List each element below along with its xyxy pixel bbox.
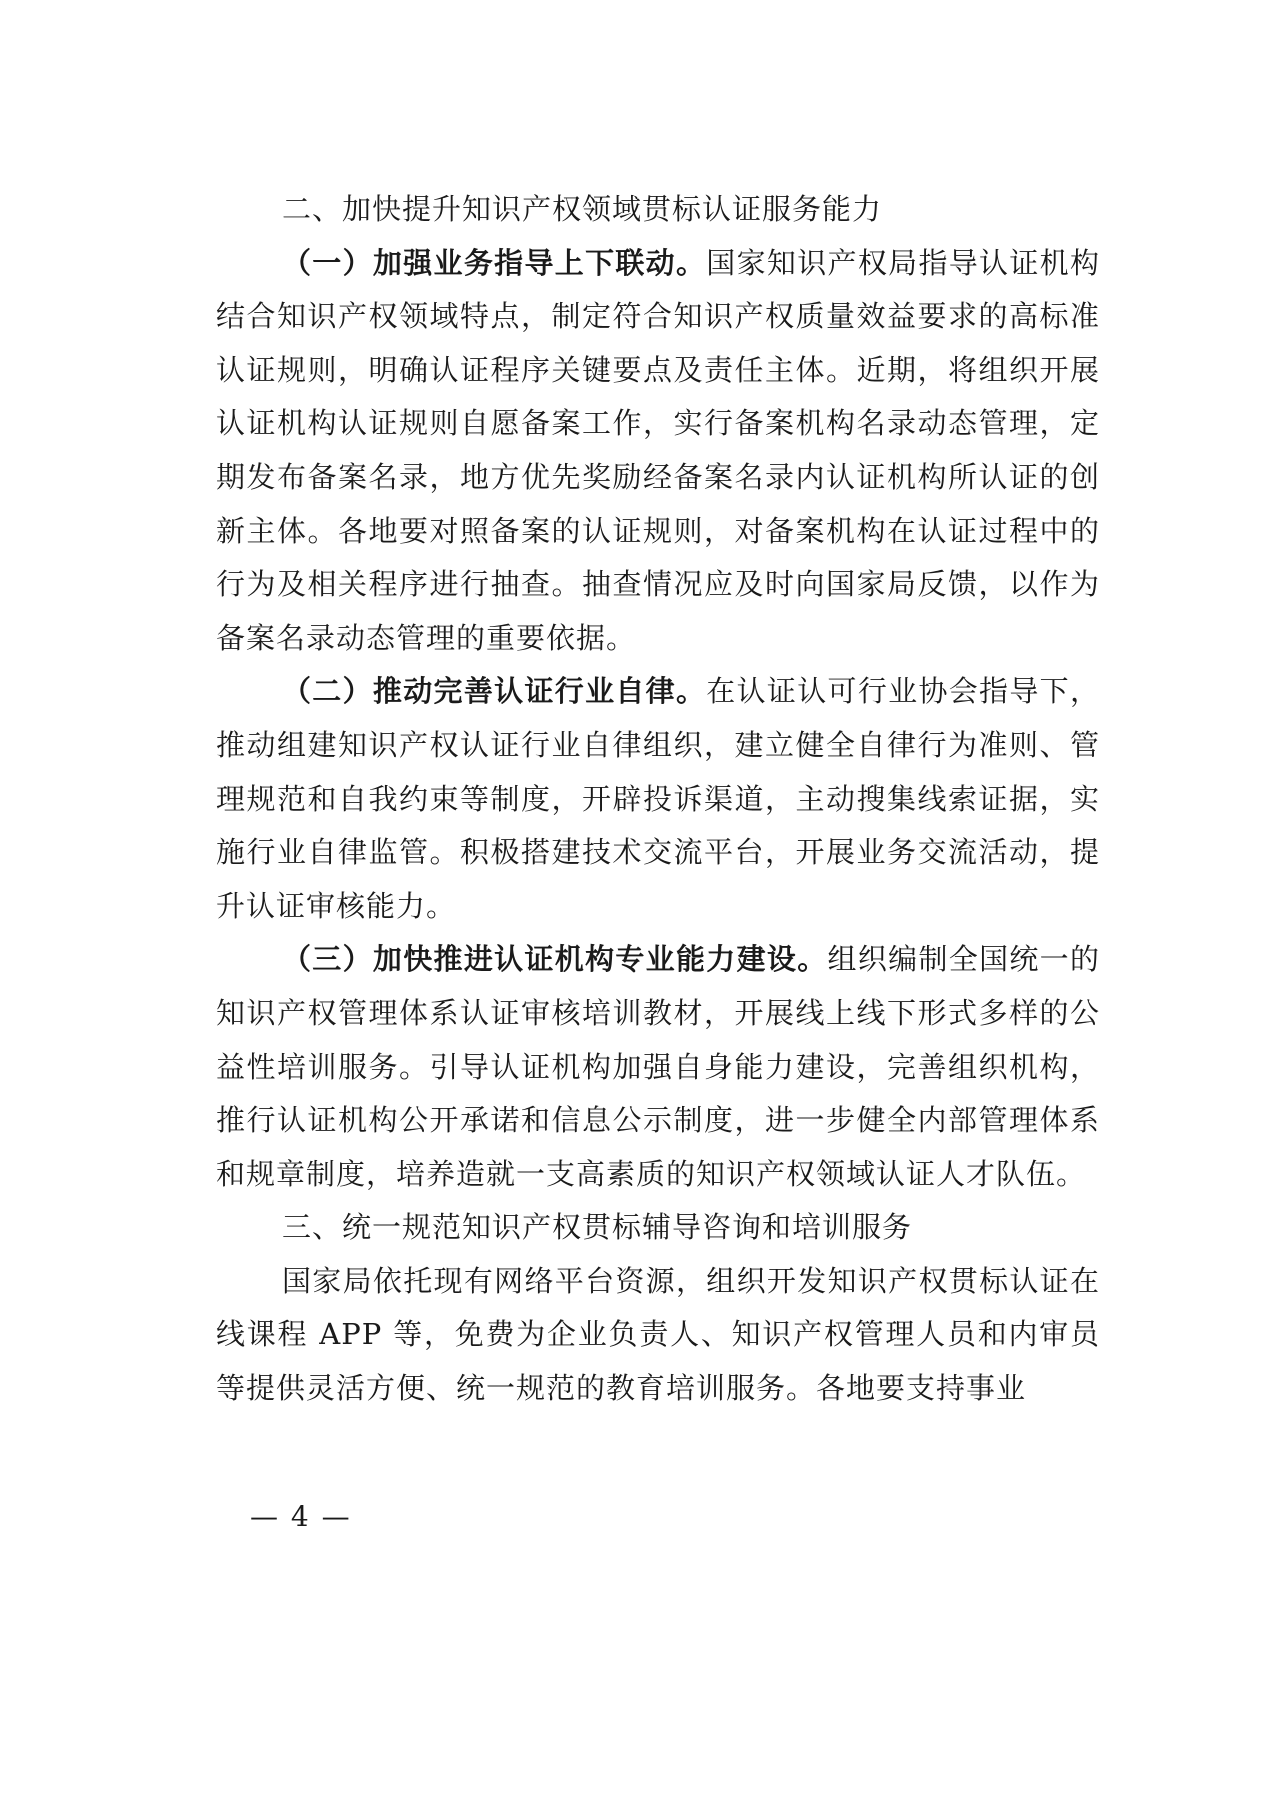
paragraph-lead: （二）推动完善认证行业自律。 xyxy=(282,674,707,709)
paragraph-body: 在认证认可行业协会指导下，推动组建知识产权认证行业自律组织，建立健全自律行为准则、管理规范和自我约束等制度，开辟投诉渠道，主动搜集线索证据，实施行业自律监管。积极搭建技术交流平台，开展业务交流活动，提升认证审核能力。 xyxy=(216,674,1100,923)
section-heading-2 xyxy=(216,183,1100,237)
section-heading-text: 三、统一规范知识产权贯标辅导咨询和培训服务 xyxy=(282,1210,913,1245)
paragraph-2-2 xyxy=(216,665,1100,933)
paragraph-2-3 xyxy=(216,933,1100,1201)
page-number: — 4 — xyxy=(250,1500,352,1533)
paragraph-body: 国家知识产权局指导认证机构结合知识产权领域特点，制定符合知识产权质量效益要求的高标准认证规则，明确认证程序关键要点及责任主体。近期，将组织开展认证机构认证规则自愿备案工作，实行备案机构名录动态管理，定期发布备案名录，地方优先奖励经备案名录内认证机构所认证的创新主体。各地要对照备案的认证规则，对备案机构在认证过程中的行为及相关程序进行抽查。抽查情况应及时向国家局反馈，以作为备案名录动态管理的重要依据。 xyxy=(216,245,1100,655)
paragraph-2-1 xyxy=(216,237,1100,666)
paragraph-body: 国家局依托现有网络平台资源，组织开发知识产权贯标认证在线课程 APP 等，免费为企业负责人、知识产权管理人员和内审员等提供灵活方便、统一规范的教育培训服务。各地要支持事业 xyxy=(216,1263,1100,1406)
document-body xyxy=(216,183,1100,1416)
paragraph-lead: （一）加强业务指导上下联动。 xyxy=(282,245,707,280)
paragraph-lead: （三）加快推进认证机构专业能力建设。 xyxy=(282,942,828,977)
paragraph-body: 组织编制全国统一的知识产权管理体系认证审核培训教材，开展线上线下形式多样的公益性培训服务。引导认证机构加强自身能力建设，完善组织机构，推行认证机构公开承诺和信息公示制度，进一步健全内部管理体系和规章制度，培养造就一支高素质的知识产权领域认证人才队伍。 xyxy=(216,942,1100,1191)
section-heading-3 xyxy=(216,1201,1100,1255)
section-heading-text: 二、加快提升知识产权领域贯标认证服务能力 xyxy=(282,192,883,226)
paragraph-3-1 xyxy=(216,1255,1100,1416)
